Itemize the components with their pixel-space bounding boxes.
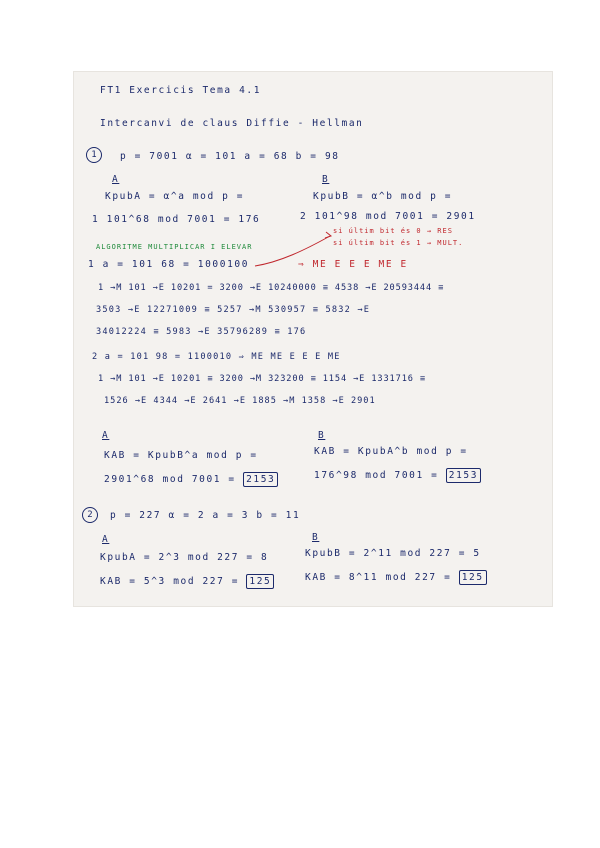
ex1-label-a: A: [112, 174, 120, 185]
ex2-label-b: B: [312, 532, 320, 543]
exercise-1-params: p = 7001 α = 101 a = 68 b = 98: [120, 151, 340, 162]
ex1-step2-line2: 1526 →E 4344 →E 2641 →E 1885 →M 1358 →E 2901: [104, 396, 376, 406]
algorithm-title: ALGORITME MULTIPLICAR I ELEVAR: [96, 243, 253, 251]
ex2-kab-a-result: 125: [246, 574, 274, 589]
ex2-label-a: A: [102, 534, 110, 545]
ex1-kab-a-result: 2153: [243, 472, 278, 487]
page-subtitle: Intercanvi de claus Diffie - Hellman: [100, 118, 364, 129]
ex1-kpub-a-formula: KpubA = α^a mod p =: [105, 191, 245, 202]
ex1-kab-b-formula: KAB = KpubA^b mod p =: [314, 446, 468, 457]
ex2-kpub-b: KpubB = 2^11 mod 227 = 5: [305, 548, 481, 559]
ex1-step1-line2: 3503 →E 12271009 ≡ 5257 →M 530957 ≡ 5832 →E: [96, 305, 371, 315]
ex1-kab-a-formula: KAB = KpubB^a mod p =: [104, 450, 258, 461]
ex2-kab-b-expression: KAB = 8^11 mod 227 =: [305, 572, 452, 583]
algorithm-rule-zero: si últim bit és 0 → RES: [333, 227, 453, 235]
algorithm-rule-one: si últim bit és 1 → MULT.: [333, 239, 464, 247]
page-title: FT1 Exercicis Tema 4.1: [100, 85, 262, 96]
ex1-kab-b-expression: 176^98 mod 7001 =: [314, 470, 439, 481]
ex1-kab-a-expression: 2901^68 mod 7001 =: [104, 474, 236, 485]
ex1-kpub-b-formula: KpubB = α^b mod p =: [313, 191, 453, 202]
ex1-step1-line3: 34012224 ≡ 5983 →E 35796289 ≡ 176: [96, 327, 307, 337]
ex1-step2-header: 2 a = 101 98 = 1100010 ⇒ ME ME E E E ME: [92, 352, 341, 362]
ex2-kab-a-expression: KAB = 5^3 mod 227 =: [100, 576, 240, 587]
ex1-label-b: B: [322, 174, 330, 185]
ex1-kab-b-result: 2153: [446, 468, 481, 483]
ex1-step1-header: 1 a = 101 68 = 1000100: [88, 259, 250, 270]
exercise-1-number: 1: [86, 147, 102, 163]
ex1-kpub-b-calc: 2 101^98 mod 7001 = 2901: [300, 211, 476, 222]
ex2-kab-b-result: 125: [459, 570, 487, 585]
ex1-step2-line1: 1 →M 101 →E 10201 ≡ 3200 →M 323200 ≡ 1154 →E 1331716 ≡: [98, 374, 426, 384]
ex1-step1-line1: 1 →M 101 →E 10201 = 3200 →E 10240000 ≡ 4538 →E 20593444 ≡: [98, 283, 445, 293]
ex2-kpub-a: KpubA = 2^3 mod 227 = 8: [100, 552, 269, 563]
ex1-kpub-a-calc: 1 101^68 mod 7001 = 176: [92, 214, 261, 225]
ex1-kab-label-b: B: [318, 430, 326, 441]
exercise-2-number: 2: [82, 507, 98, 523]
exercise-2-params: p = 227 α = 2 a = 3 b = 11: [110, 510, 301, 521]
ex1-kab-label-a: A: [102, 430, 110, 441]
ex1-step1-sequence: ⇒ ME E E E ME E: [298, 259, 408, 270]
